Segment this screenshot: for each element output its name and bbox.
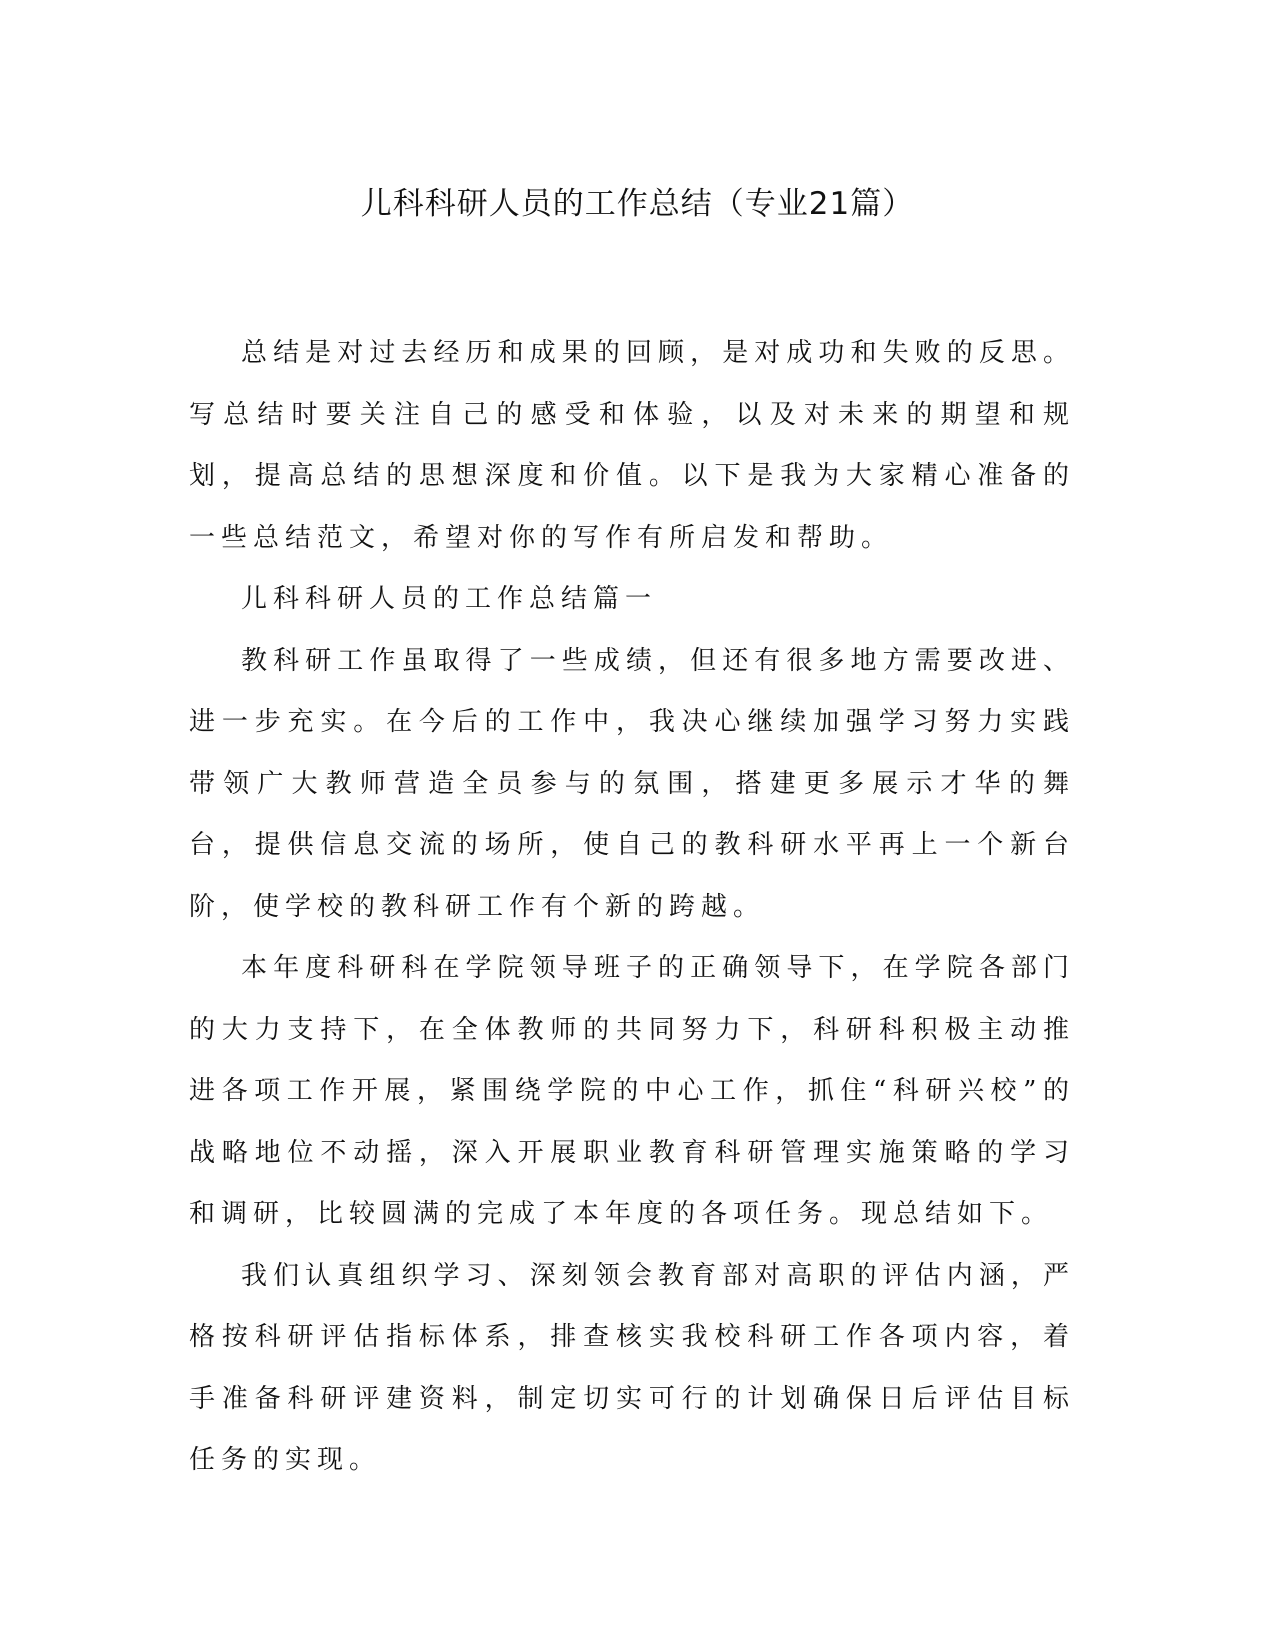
paragraph: 教科研工作虽取得了一些成绩，但还有很多地方需要改进、进一步充实。在今后的工作中，我决心继续加强学习努力实践带领广大教师营造全员参与的氛围，搭建更多展示才华的舞台，提供信息交流的场所，使自己的教科研水平再上一个新台阶，使学校的教科研工作有个新的跨越。 (189, 645, 1075, 922)
paragraph: 我们认真组织学习、深刻领会教育部对高职的评估内涵，严格按科研评估指标体系，排查核实我校科研工作各项内容，着手准备科研评建资料，制定切实可行的计划确保日后评估目标任务的实现。 (189, 1260, 1075, 1475)
section-heading: 儿科科研人员的工作总结篇一 (241, 584, 658, 614)
paragraph: 本年度科研科在学院领导班子的正确领导下，在学院各部门的大力支持下，在全体教师的共同努力下，科研科积极主动推进各项工作开展，紧围绕学院的中心工作，抓住“科研兴校”的战略地位不动摇，深入开展职业教育科研管理实施策略的学习和调研，比较圆满的完成了本年度的各项任务。现总结如下。 (189, 953, 1075, 1229)
document-body (189, 323, 1075, 1492)
document-title: 儿科科研人员的工作总结（专业21篇） (360, 186, 915, 222)
paragraph-intro: 总结是对过去经历和成果的回顾，是对成功和失败的反思。写总结时要关注自己的感受和体验，以及对未来的期望和规划，提高总结的思想深度和价值。以下是我为大家精心准备的一些总结范文，希望对你的写作有所启发和帮助。 (189, 338, 1075, 553)
